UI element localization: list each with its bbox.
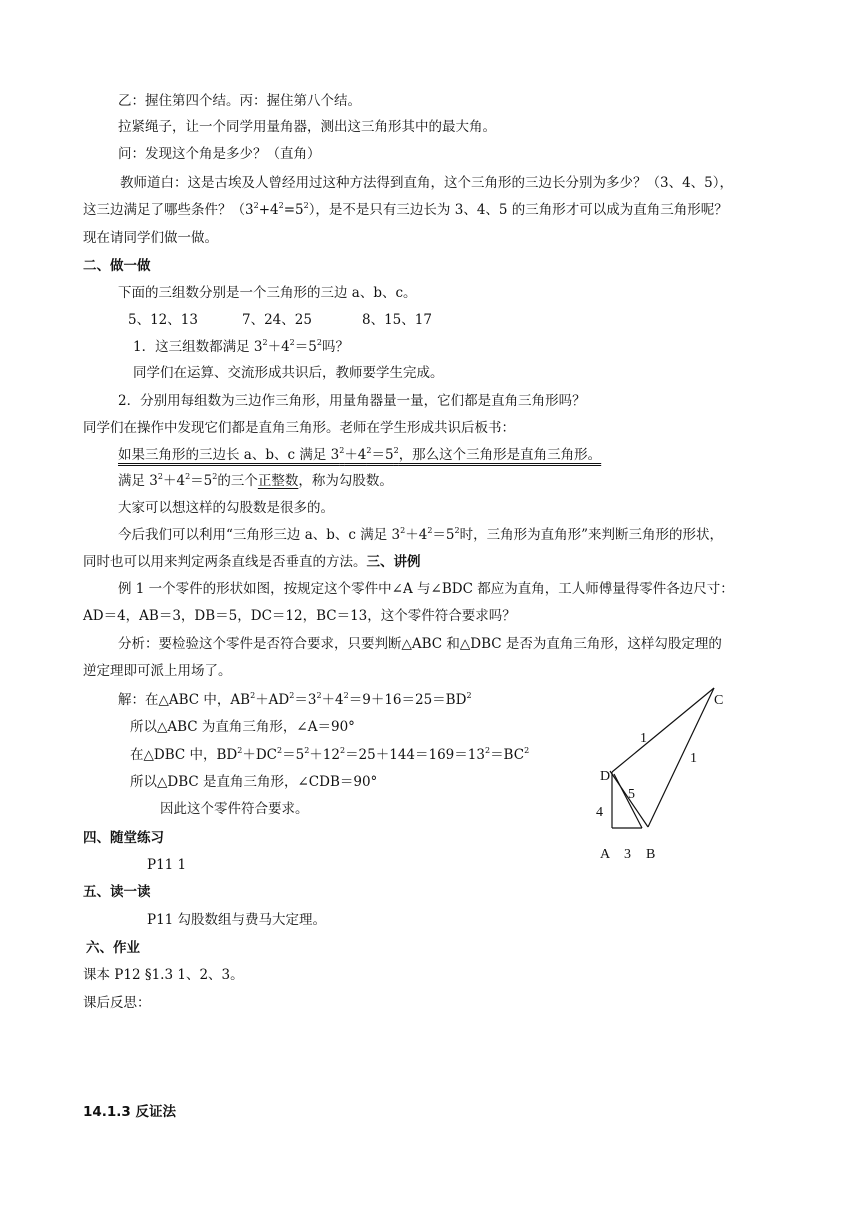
paragraph: 课本 P12 §1.3 1、2、3。: [83, 967, 244, 983]
paragraph: 满足 $3^2+4^2=5^2$的三个正整数，称为勾股数。: [118, 472, 393, 489]
paragraph: 拉紧绳子，让一个同学用量角器，测出这三角形其中的最大角。: [118, 119, 496, 135]
label-12: 1: [640, 731, 647, 746]
paragraph: P11 勾股数组与费马大定理。: [147, 912, 327, 928]
paragraph: 同学们在运算、交流形成共识后，教师要学生完成。: [133, 365, 444, 381]
triangle-figure: [580, 680, 760, 865]
number-group: 8、15、17: [362, 312, 432, 328]
label-5: 5: [628, 787, 635, 802]
paragraph: 大家可以想这样的勾股数是很多的。: [118, 500, 334, 516]
label-b: B: [646, 847, 656, 862]
solution-line: 因此这个零件符合要求。: [160, 801, 309, 817]
paragraph: 同学们在操作中发现它们都是直角三角形。老师在学生形成共识后板书：: [83, 420, 515, 436]
number-group: 7、24、25: [242, 312, 312, 328]
label-a: A: [600, 847, 611, 862]
section-heading: 五、读一读: [83, 884, 151, 900]
next-section-title: 14.1.3 反证法: [83, 1104, 177, 1120]
solution-line: 在△DBC 中，$BD^2+DC^2=5^2+12^2=25+144=169=13^2=BC^2$: [130, 746, 530, 763]
paragraph: 现在请同学们做一做。: [83, 230, 218, 246]
section-heading: 四、随堂练习: [83, 830, 164, 846]
theorem-statement: 如果三角形的三边长 a、b、c 满足 $3^2+4^2=5^2$，那么这个三角形是直角三角形。: [118, 446, 602, 463]
paragraph: 课后反思：: [83, 995, 151, 1011]
label-d: D: [600, 769, 611, 784]
solution-line: 所以△ABC 为直角三角形，∠A＝90°: [130, 719, 355, 735]
keyword: 正整数: [257, 473, 299, 489]
number-group: 5、12、13: [128, 312, 198, 328]
example: 例 1 一个零件的形状如图，按规定这个零件中∠A 与∠BDC 都应为直角，工人师傅量得零件各边尺寸：: [118, 581, 734, 597]
paragraph: 下面的三组数分别是一个三角形的三边 a、b、c。: [118, 285, 417, 301]
label-3: 3: [624, 847, 631, 862]
label-4: 4: [596, 805, 603, 820]
section-heading: 六、作业: [86, 940, 140, 956]
paragraph: 乙：握住第四个结。丙：握住第八个结。: [118, 93, 361, 109]
analysis: 分析：要检验这个零件是否符合要求，只要判断△ABC 和△DBC 是否为直角三角形，这样勾股定理的: [118, 636, 722, 652]
question: 2．分别用每组数为三边作三角形，用量角器量一量，它们都是直角三角形吗？: [118, 393, 586, 409]
section-heading: 三、讲例: [366, 554, 421, 570]
example: AD＝4，AB＝3，DB＝5，DC＝12，BC＝13，这个零件符合要求吗？: [83, 608, 516, 624]
edge-dc: [612, 688, 714, 772]
paragraph: 今后我们可以利用“三角形三边 a、b、c 满足 $3^2+4^2=5^2$时，三角形为直角形”来判断三角形的形状，: [118, 526, 723, 543]
solution-line: 解：在△ABC 中，$AB^2+AD^2=3^2+4^2=9+16=25=BD^2$: [118, 691, 472, 708]
section-heading: 二、做一做: [83, 258, 151, 274]
analysis: 逆定理即可派上用场了。: [83, 663, 232, 679]
edge-cb: [648, 688, 714, 827]
paragraph: 这三边满足了哪些条件？$(3^2+4^2=5^2)$，是不是只有三边长为 3、4、5 的三角形才可以成为直角三角形呢？: [83, 201, 728, 218]
paragraph: 同时也可以用来判定两条直线是否垂直的方法。三、讲例: [83, 554, 421, 570]
label-13: 1: [690, 751, 697, 766]
paragraph: 教师道白：这是古埃及人曾经用过这种方法得到直角，这个三角形的三边长分别为多少？（3、4、5），: [120, 175, 734, 191]
question: 1．这三组数都满足 $3^2+4^2=5^2$吗？: [133, 338, 349, 355]
paragraph: P11 1: [147, 857, 187, 873]
solution-line: 所以△DBC 是直角三角形，∠CDB＝90°: [130, 774, 378, 790]
label-c: C: [714, 693, 724, 708]
paragraph: 问：发现这个角是多少？（直角）: [118, 146, 321, 162]
